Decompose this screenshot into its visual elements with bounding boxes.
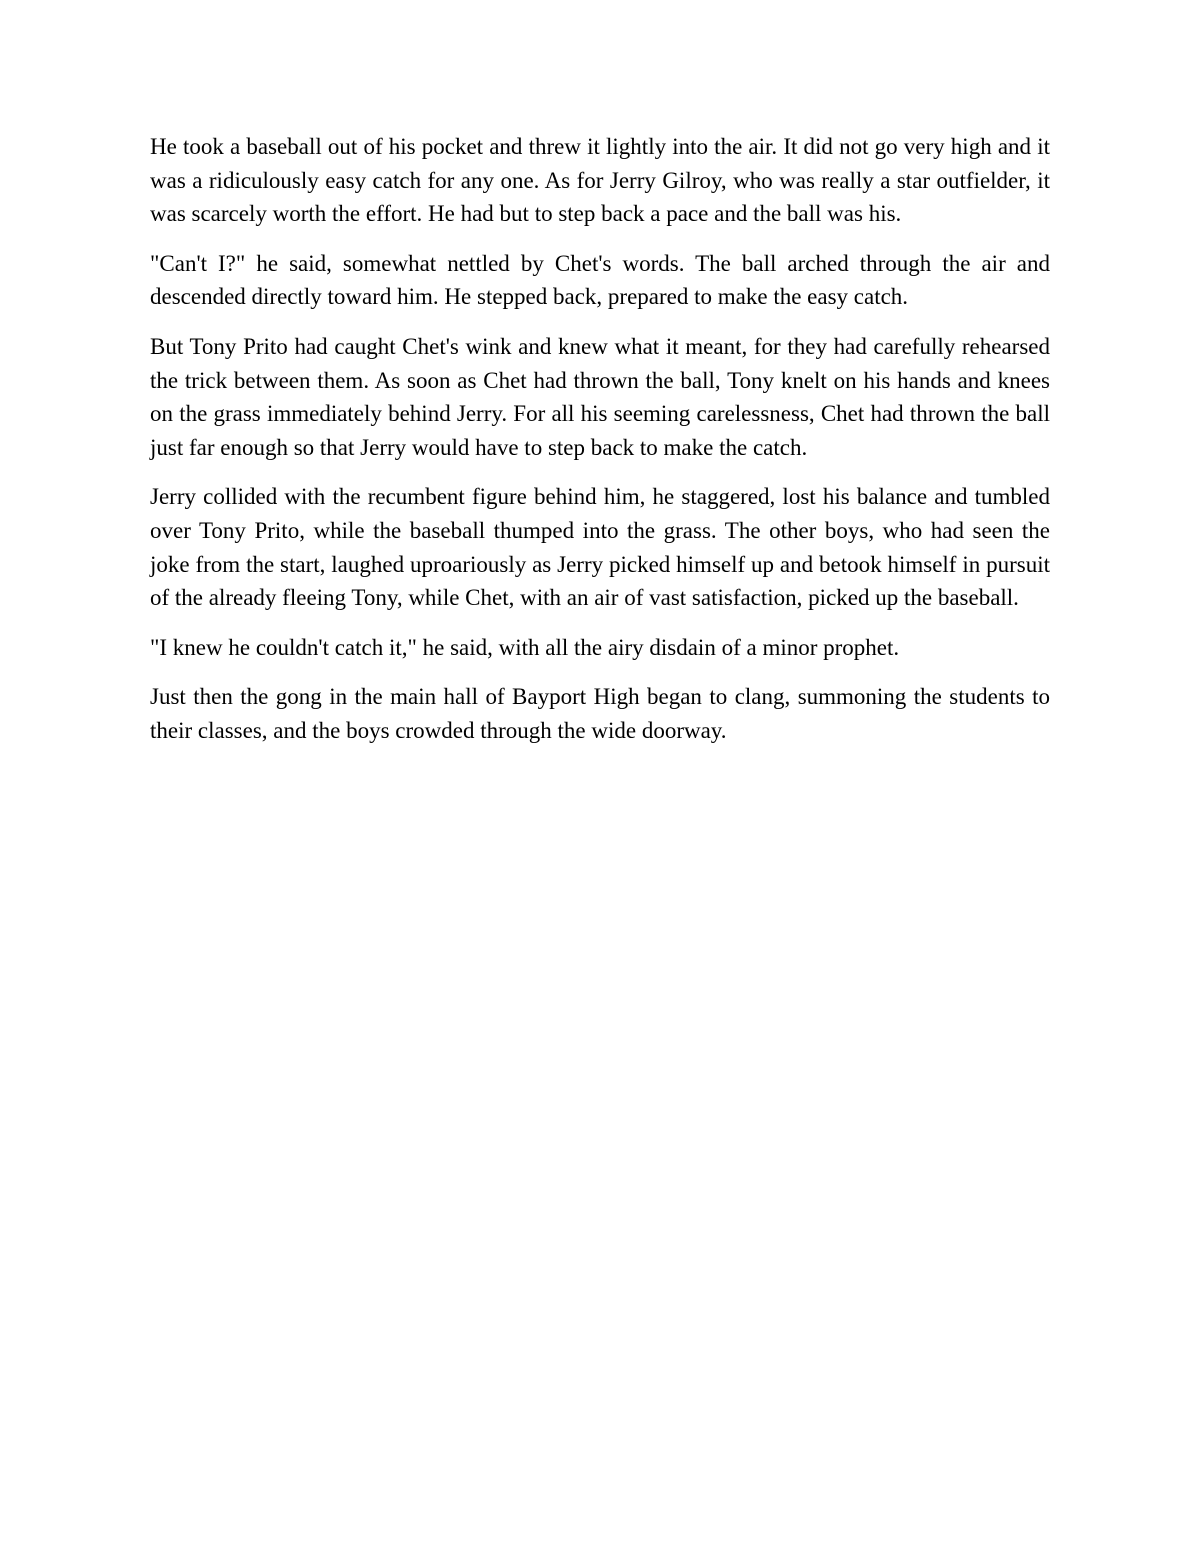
paragraph: "Can't I?" he said, somewhat nettled by Chet's words. The ball arched through the air and descended directly toward him. He stepped back, prepared to make the easy catch. [150,250,1050,310]
paragraph: He took a baseball out of his pocket and threw it lightly into the air. It did not go very high and it was a ridiculously easy catch for any one. As for Jerry Gilroy, who was really a star outfielder, it was scarcely worth the effort. He had but to step back a pace and the ball was his. [150,134,1050,227]
paragraph: But Tony Prito had caught Chet's wink and knew what it meant, for they had carefully rehearsed the trick between them. As soon as Chet had thrown the ball, Tony knelt on his hands and knees on the grass immediately behind Jerry. For all his seeming carelessness, Chet had thrown the ball just far enough so that Jerry would have to step back to make the catch. [150,333,1050,460]
paragraph: Jerry collided with the recumbent figure behind him, he staggered, lost his balance and tumbled over Tony Prito, while the baseball thumped into the grass. The other boys, who had seen the joke from the start, laughed uproariously as Jerry picked himself up and betook himself in pursuit of the already fleeing Tony, while Chet, with an air of vast satisfaction, picked up the baseball. [150,484,1050,611]
paragraph: Just then the gong in the main hall of Bayport High began to clang, summoning the students to their classes, and the boys crowded through the wide doorway. [150,684,1050,743]
page-text [150,130,1050,748]
paragraph: "I knew he couldn't catch it," he said, with all the airy disdain of a minor prophet. [150,634,900,660]
